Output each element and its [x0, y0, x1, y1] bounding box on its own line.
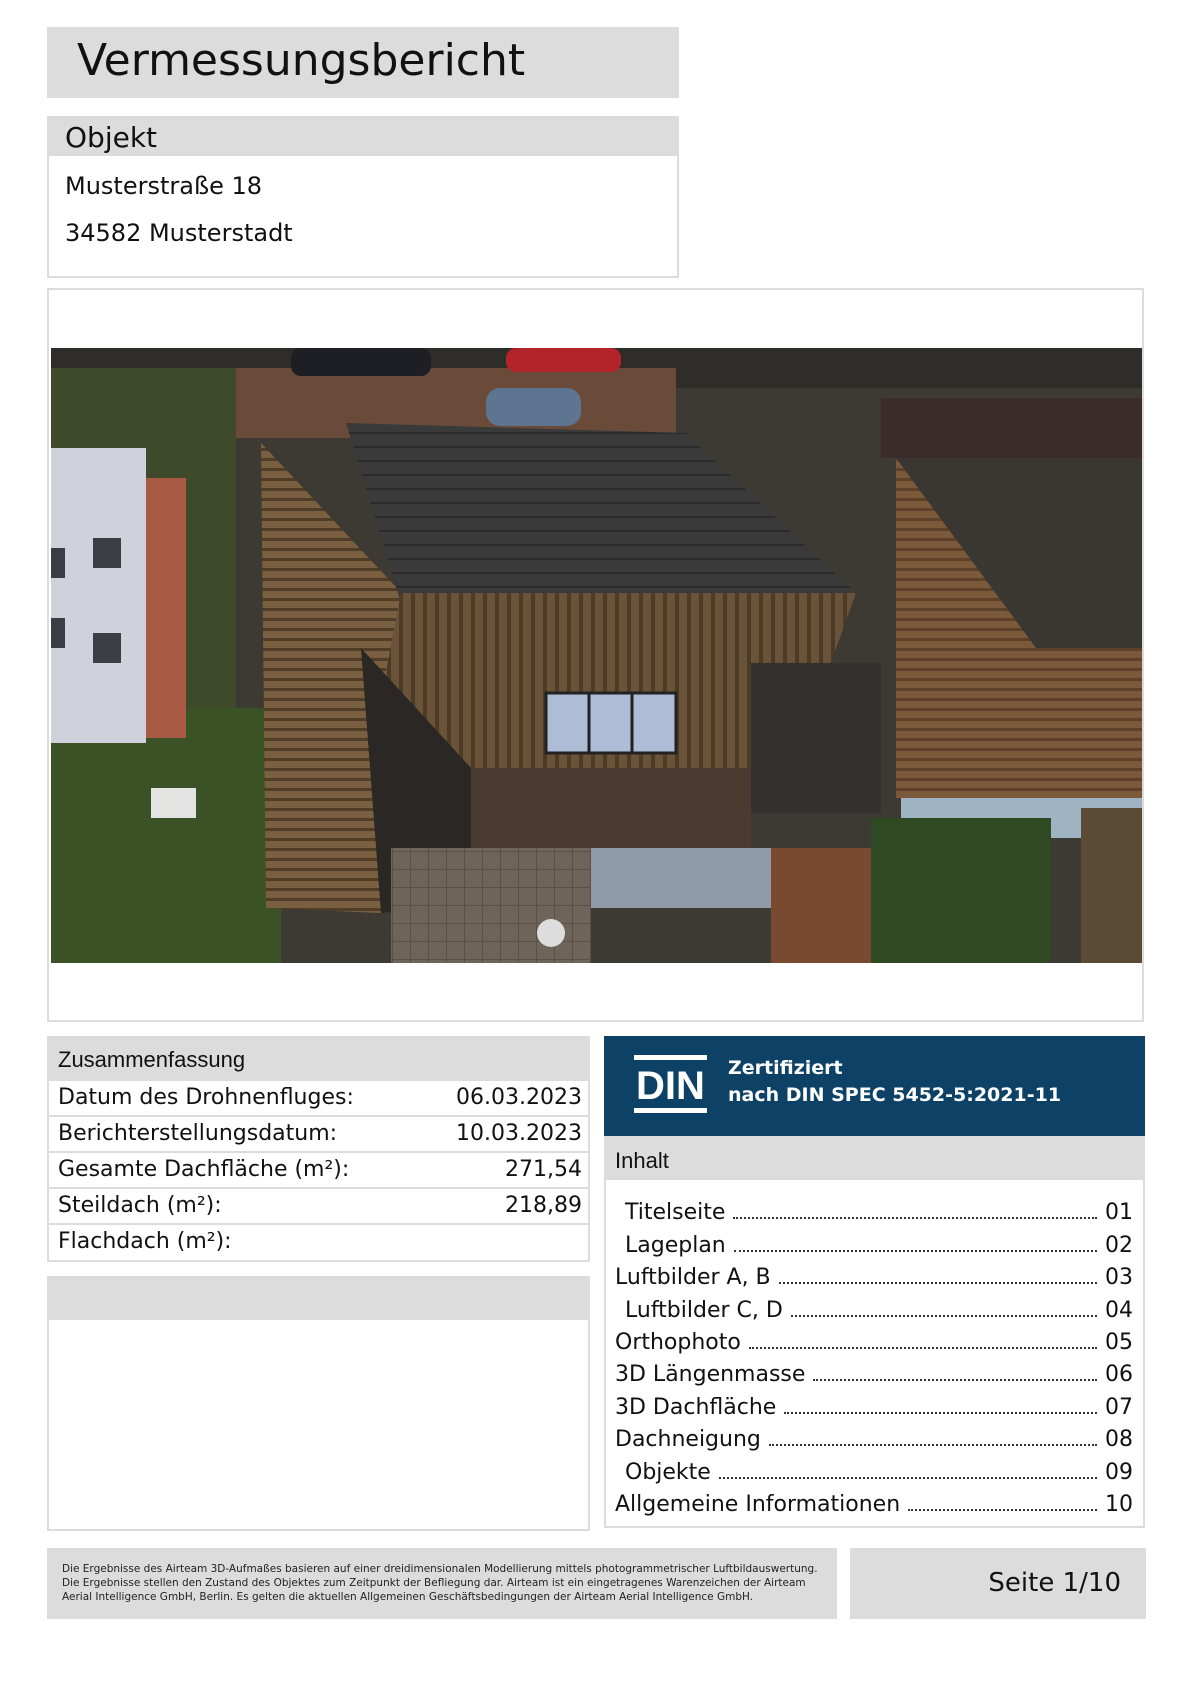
toc-item-label: Luftbilder C, D — [625, 1298, 783, 1323]
toc-item-label: 3D Dachfläche — [615, 1395, 777, 1420]
toc-item-label: Luftbilder A, B — [615, 1265, 771, 1290]
toc-item-page: 07 — [1105, 1395, 1133, 1420]
toc-dots — [769, 1426, 1097, 1446]
disclaimer-text: Die Ergebnisse des Airteam 3D-Aufmaßes basieren auf einer dreidimensionalen Modellierung mittels photogrammetrischer Luftbildauswertung. Die Ergebnisse stellen den Zustand des Objektes zum Zeitpunkt der Befliegung dar. Airteam ist ein eingetragenes Warenzeichen der Airteam Aerial Intelligence GmbH, Berlin. Es gelten die aktuellen Allgemeinen Geschäftsbedingungen der Airteam Aerial Intelligence GmbH. — [62, 1563, 818, 1603]
toc-item[interactable] — [615, 1361, 1131, 1391]
toc-item[interactable] — [625, 1232, 1131, 1262]
toc-item[interactable] — [615, 1491, 1131, 1521]
din-certified-label: Zertifiziert — [728, 1057, 843, 1079]
toc-dots — [749, 1329, 1097, 1349]
din-spec-label: nach DIN SPEC 5452-5:2021-11 — [728, 1084, 1062, 1106]
notes-header — [49, 1278, 588, 1320]
summary-heading: Zusammenfassung — [58, 1047, 246, 1072]
summary-row — [49, 1187, 588, 1225]
toc-dots — [784, 1394, 1097, 1414]
toc-item-label: 3D Längenmasse — [615, 1362, 806, 1387]
toc-dots — [733, 1199, 1097, 1219]
summary-header — [49, 1038, 588, 1081]
toc-dots — [719, 1459, 1097, 1479]
summary-label: Datum des Drohnenfluges: — [58, 1085, 354, 1110]
toc-dots — [734, 1232, 1097, 1252]
page-number: Seite 1/10 — [988, 1568, 1121, 1598]
summary-label: Gesamte Dachfläche (m²): — [58, 1157, 350, 1182]
toc-item[interactable] — [625, 1297, 1131, 1327]
summary-label: Berichterstellungsdatum: — [58, 1121, 338, 1146]
summary-label: Steildach (m²): — [58, 1193, 222, 1218]
summary-value: 218,89 — [505, 1193, 582, 1218]
summary-value: 271,54 — [505, 1157, 582, 1182]
toc-item-page: 08 — [1105, 1427, 1133, 1452]
toc-item-label: Objekte — [625, 1460, 711, 1485]
toc-item[interactable] — [615, 1264, 1131, 1294]
toc-panel — [604, 1136, 1145, 1528]
toc-item-page: 10 — [1105, 1492, 1133, 1517]
toc-item-page: 06 — [1105, 1362, 1133, 1387]
toc-header — [606, 1136, 1143, 1180]
address-city: 34582 Musterstadt — [65, 219, 293, 247]
footer-disclaimer — [47, 1548, 837, 1619]
summary-row — [49, 1223, 588, 1261]
toc-item[interactable] — [625, 1199, 1131, 1229]
objekt-panel — [47, 116, 679, 278]
toc-dots — [779, 1264, 1097, 1284]
toc-item[interactable] — [615, 1426, 1131, 1456]
toc-item[interactable] — [615, 1329, 1131, 1359]
toc-dots — [908, 1491, 1097, 1511]
toc-item-label: Allgemeine Informationen — [615, 1492, 901, 1517]
summary-row — [49, 1115, 588, 1153]
toc-item-page: 04 — [1105, 1298, 1133, 1323]
toc-item-label: Titelseite — [625, 1200, 726, 1225]
toc-item-page: 03 — [1105, 1265, 1133, 1290]
notes-panel — [47, 1276, 590, 1531]
toc-item-page: 09 — [1105, 1460, 1133, 1485]
toc-item-page: 02 — [1105, 1233, 1133, 1258]
toc-item-label: Lageplan — [625, 1233, 726, 1258]
summary-row — [49, 1079, 588, 1117]
summary-value: 10.03.2023 — [456, 1121, 582, 1146]
toc-item-page: 05 — [1105, 1330, 1133, 1355]
page-title: Vermessungsbericht — [77, 35, 526, 86]
summary-value: 06.03.2023 — [456, 1085, 582, 1110]
toc-item[interactable] — [625, 1459, 1131, 1489]
toc-dots — [813, 1361, 1097, 1381]
address-street: Musterstraße 18 — [65, 172, 263, 200]
summary-panel — [47, 1036, 590, 1262]
objekt-heading: Objekt — [65, 121, 158, 154]
toc-item-page: 01 — [1105, 1200, 1133, 1225]
toc-dots — [791, 1297, 1097, 1317]
summary-label: Flachdach (m²): — [58, 1229, 232, 1254]
din-certification-banner — [604, 1036, 1145, 1136]
page-number-box — [850, 1548, 1146, 1619]
din-logo — [634, 1055, 707, 1113]
din-logo-text: DIN — [636, 1064, 705, 1108]
toc-item-label: Dachneigung — [615, 1427, 761, 1452]
summary-row — [49, 1151, 588, 1189]
toc-heading: Inhalt — [615, 1148, 669, 1173]
objekt-header — [49, 118, 677, 156]
toc-item-label: Orthophoto — [615, 1330, 741, 1355]
aerial-photo-frame — [47, 288, 1144, 1022]
aerial-photo — [51, 348, 1142, 963]
title-bar — [47, 27, 679, 98]
toc-item[interactable] — [615, 1394, 1131, 1424]
